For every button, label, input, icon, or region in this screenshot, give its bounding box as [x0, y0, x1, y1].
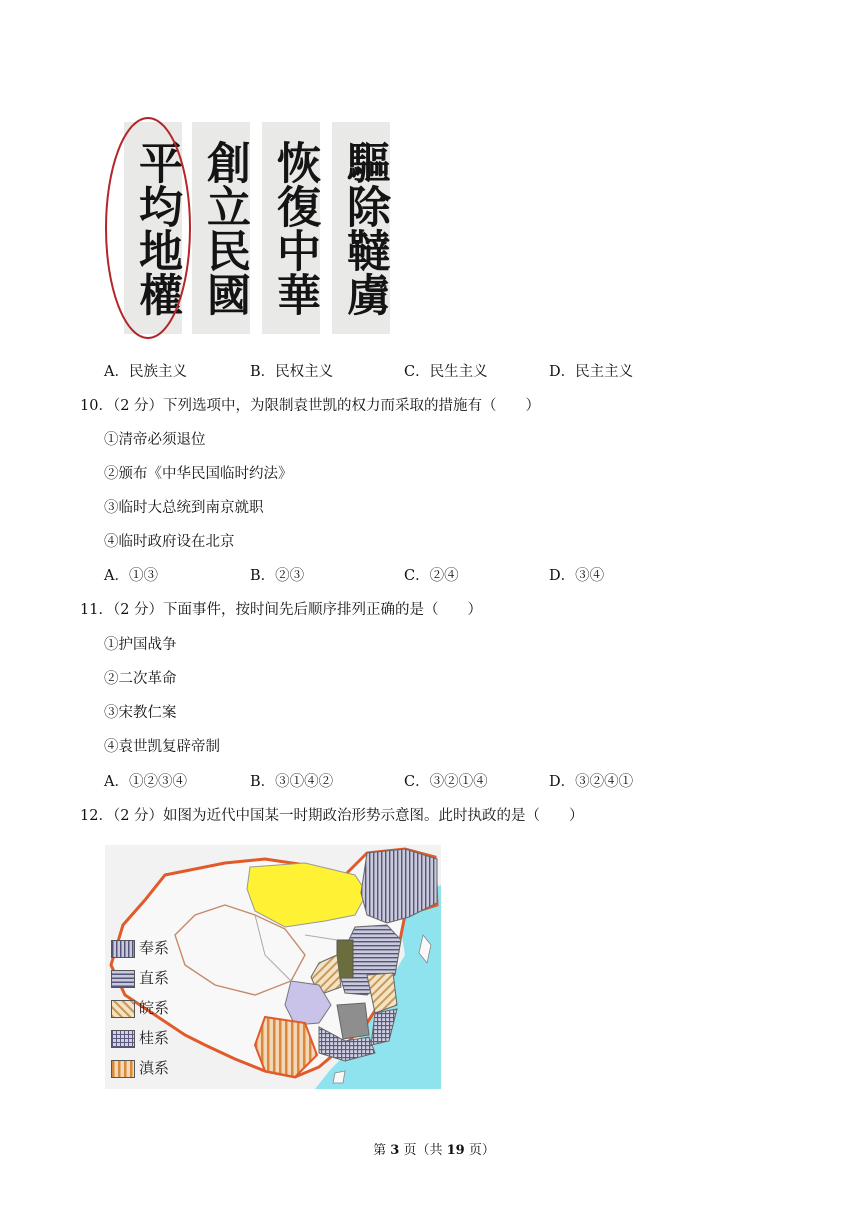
- legend-swatch-zhi: [111, 970, 135, 988]
- q10-item-4: ④临时政府设在北京: [104, 534, 235, 550]
- q10-option-d[interactable]: D．③④: [549, 568, 605, 584]
- q9-option-d[interactable]: D．民主主义: [549, 364, 634, 380]
- q11-item-4: ④袁世凯复辟帝制: [104, 739, 220, 755]
- legend-swatch-wan: [111, 1000, 135, 1018]
- q11-option-a[interactable]: A．①②③④: [104, 774, 187, 790]
- red-ellipse-highlight: [100, 112, 196, 344]
- q9-option-b[interactable]: B．民权主义: [250, 364, 334, 380]
- calligraphy-column-2: 恢復中華: [262, 122, 320, 334]
- calligraphy-column-1: 驅除韃虜: [332, 122, 390, 334]
- political-map-drawing: [105, 845, 441, 1089]
- political-map: [105, 845, 441, 1089]
- q10-option-b[interactable]: B．②③: [250, 568, 305, 584]
- legend-label-dian: 滇系: [139, 1059, 170, 1077]
- legend-label-zhi: 直系: [139, 969, 170, 987]
- q9-option-a[interactable]: A．民族主义: [104, 364, 187, 380]
- footer-total-pages: 19: [446, 1143, 465, 1158]
- calligraphy-column-3: 創立民國: [192, 122, 250, 334]
- legend-label-wan: 皖系: [139, 999, 170, 1017]
- calligraphy-column-4: 平均地權: [124, 122, 182, 334]
- q10-option-c[interactable]: C．②④: [404, 568, 459, 584]
- q11-option-c[interactable]: C．③②①④: [404, 774, 488, 790]
- q11-item-1: ①护国战争: [104, 637, 177, 653]
- legend-label-feng: 奉系: [139, 939, 170, 957]
- q11-item-2: ②二次革命: [104, 671, 177, 687]
- footer-middle: 页（共: [403, 1143, 443, 1158]
- q10-option-a[interactable]: A．①③: [104, 568, 158, 584]
- footer-suffix: 页）: [468, 1143, 495, 1158]
- q10-stem: 10．（2 分）下列选项中，为限制袁世凯的权力而采取的措施有（ ）: [80, 398, 541, 414]
- legend-swatch-gui: [111, 1030, 135, 1048]
- footer-prefix: 第: [373, 1143, 387, 1158]
- legend-swatch-dian: [111, 1060, 135, 1078]
- q9-option-c[interactable]: C．民生主义: [404, 364, 488, 380]
- q10-item-1: ①清帝必须退位: [104, 432, 206, 448]
- legend-label-gui: 桂系: [139, 1029, 170, 1047]
- footer-page-number: 3: [390, 1143, 400, 1158]
- page-footer: [0, 1139, 868, 1158]
- q11-stem: 11．（2 分）下面事件，按时间先后顺序排列正确的是（ ）: [80, 602, 483, 618]
- q11-option-b[interactable]: B．③①④②: [250, 774, 334, 790]
- q11-item-3: ③宋教仁案: [104, 705, 177, 721]
- q11-option-d[interactable]: D．③②④①: [549, 774, 634, 790]
- q10-item-2: ②颁布《中华民国临时约法》: [104, 466, 293, 482]
- q10-item-3: ③临时大总统到南京就职: [104, 500, 264, 516]
- legend-swatch-feng: [111, 940, 135, 958]
- q12-stem: 12．（2 分）如图为近代中国某一时期政治形势示意图。此时执政的是（ ）: [80, 808, 584, 824]
